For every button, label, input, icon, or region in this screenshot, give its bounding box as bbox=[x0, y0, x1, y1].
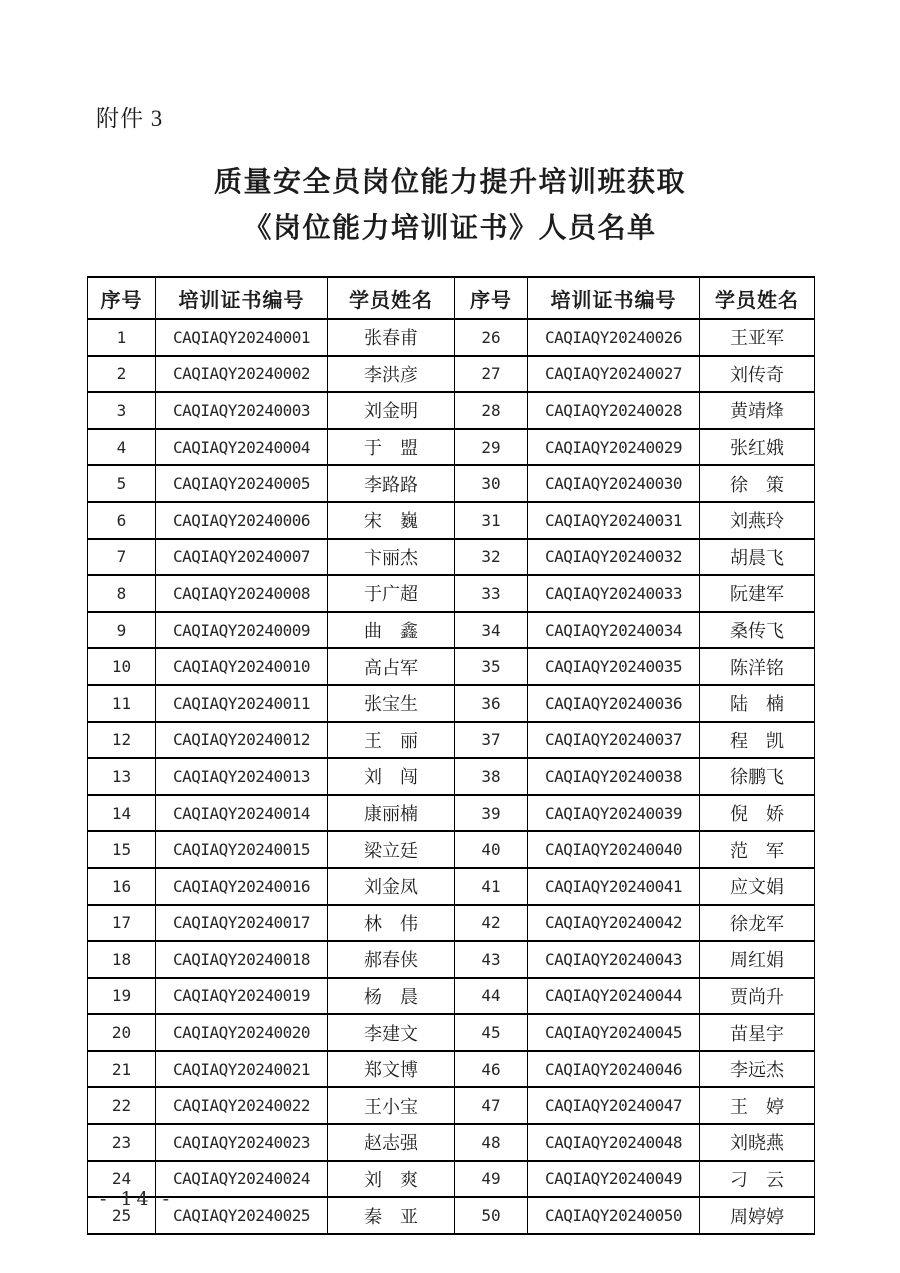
document-title-line1: 质量安全员岗位能力提升培训班获取 bbox=[213, 167, 686, 198]
serial-cell: 40 bbox=[455, 831, 528, 868]
serial-cell: 18 bbox=[88, 941, 156, 978]
student-name-cell: 倪 娇 bbox=[700, 795, 815, 832]
student-name-cell: 黄靖烽 bbox=[700, 392, 815, 429]
student-name-cell: 杨 晨 bbox=[328, 978, 455, 1015]
column-header-serial-left: 序号 bbox=[88, 277, 156, 319]
serial-cell: 7 bbox=[88, 539, 156, 576]
table-row bbox=[88, 1197, 815, 1234]
certificate-number-cell: CAQIAQY20240046 bbox=[528, 1051, 700, 1088]
certificate-number-cell: CAQIAQY20240045 bbox=[528, 1014, 700, 1051]
serial-cell: 26 bbox=[455, 319, 528, 356]
student-name-cell: 范 军 bbox=[700, 831, 815, 868]
student-name-cell: 张红娥 bbox=[700, 429, 815, 466]
certificate-number-cell: CAQIAQY20240012 bbox=[156, 722, 328, 759]
certificate-number-cell: CAQIAQY20240007 bbox=[156, 539, 328, 576]
student-name-cell: 王亚军 bbox=[700, 319, 815, 356]
student-name-cell: 李洪彦 bbox=[328, 356, 455, 393]
table-row bbox=[88, 648, 815, 685]
certificate-roster-table bbox=[87, 276, 815, 1235]
certificate-number-cell: CAQIAQY20240041 bbox=[528, 868, 700, 905]
certificate-number-cell: CAQIAQY20240014 bbox=[156, 795, 328, 832]
table-row bbox=[88, 941, 815, 978]
serial-cell: 44 bbox=[455, 978, 528, 1015]
certificate-number-cell: CAQIAQY20240022 bbox=[156, 1087, 328, 1124]
serial-cell: 24 bbox=[88, 1161, 156, 1198]
serial-cell: 30 bbox=[455, 465, 528, 502]
column-header-name-right: 学员姓名 bbox=[700, 277, 815, 319]
student-name-cell: 曲 鑫 bbox=[328, 612, 455, 649]
certificate-number-cell: CAQIAQY20240043 bbox=[528, 941, 700, 978]
certificate-number-cell: CAQIAQY20240023 bbox=[156, 1124, 328, 1161]
student-name-cell: 张宝生 bbox=[328, 685, 455, 722]
certificate-number-cell: CAQIAQY20240033 bbox=[528, 575, 700, 612]
student-name-cell: 王 婷 bbox=[700, 1087, 815, 1124]
certificate-number-cell: CAQIAQY20240044 bbox=[528, 978, 700, 1015]
certificate-number-cell: CAQIAQY20240027 bbox=[528, 356, 700, 393]
serial-cell: 9 bbox=[88, 612, 156, 649]
student-name-cell: 张春甫 bbox=[328, 319, 455, 356]
serial-cell: 21 bbox=[88, 1051, 156, 1088]
table-row bbox=[88, 356, 815, 393]
student-name-cell: 卞丽杰 bbox=[328, 539, 455, 576]
certificate-number-cell: CAQIAQY20240018 bbox=[156, 941, 328, 978]
table-row bbox=[88, 502, 815, 539]
student-name-cell: 刘 闯 bbox=[328, 758, 455, 795]
certificate-number-cell: CAQIAQY20240016 bbox=[156, 868, 328, 905]
student-name-cell: 李建文 bbox=[328, 1014, 455, 1051]
student-name-cell: 王 丽 bbox=[328, 722, 455, 759]
student-name-cell: 刘晓燕 bbox=[700, 1124, 815, 1161]
serial-cell: 25 bbox=[88, 1197, 156, 1234]
student-name-cell: 梁立廷 bbox=[328, 831, 455, 868]
certificate-number-cell: CAQIAQY20240003 bbox=[156, 392, 328, 429]
serial-cell: 22 bbox=[88, 1087, 156, 1124]
table-row bbox=[88, 392, 815, 429]
student-name-cell: 徐龙军 bbox=[700, 905, 815, 942]
serial-cell: 46 bbox=[455, 1051, 528, 1088]
certificate-number-cell: CAQIAQY20240001 bbox=[156, 319, 328, 356]
serial-cell: 13 bbox=[88, 758, 156, 795]
certificate-number-cell: CAQIAQY20240042 bbox=[528, 905, 700, 942]
serial-cell: 23 bbox=[88, 1124, 156, 1161]
student-name-cell: 刘 爽 bbox=[328, 1161, 455, 1198]
certificate-number-cell: CAQIAQY20240005 bbox=[156, 465, 328, 502]
serial-cell: 12 bbox=[88, 722, 156, 759]
certificate-number-cell: CAQIAQY20240034 bbox=[528, 612, 700, 649]
serial-cell: 15 bbox=[88, 831, 156, 868]
serial-cell: 39 bbox=[455, 795, 528, 832]
serial-cell: 17 bbox=[88, 905, 156, 942]
student-name-cell: 胡晨飞 bbox=[700, 539, 815, 576]
table-row bbox=[88, 1051, 815, 1088]
document-title-line2: 《岗位能力培训证书》人员名单 bbox=[243, 213, 657, 244]
table-row bbox=[88, 429, 815, 466]
serial-cell: 2 bbox=[88, 356, 156, 393]
table-row bbox=[88, 1124, 815, 1161]
table-row bbox=[88, 905, 815, 942]
student-name-cell: 程 凯 bbox=[700, 722, 815, 759]
serial-cell: 49 bbox=[455, 1161, 528, 1198]
serial-cell: 28 bbox=[455, 392, 528, 429]
certificate-number-cell: CAQIAQY20240029 bbox=[528, 429, 700, 466]
student-name-cell: 林 伟 bbox=[328, 905, 455, 942]
serial-cell: 37 bbox=[455, 722, 528, 759]
certificate-number-cell: CAQIAQY20240011 bbox=[156, 685, 328, 722]
student-name-cell: 阮建军 bbox=[700, 575, 815, 612]
table-row bbox=[88, 1161, 815, 1198]
serial-cell: 42 bbox=[455, 905, 528, 942]
certificate-number-cell: CAQIAQY20240032 bbox=[528, 539, 700, 576]
certificate-number-cell: CAQIAQY20240025 bbox=[156, 1197, 328, 1234]
certificate-number-cell: CAQIAQY20240040 bbox=[528, 831, 700, 868]
table-row bbox=[88, 831, 815, 868]
student-name-cell: 贾尚升 bbox=[700, 978, 815, 1015]
table-row bbox=[88, 1087, 815, 1124]
certificate-number-cell: CAQIAQY20240009 bbox=[156, 612, 328, 649]
page-number: - 14 - bbox=[100, 1188, 174, 1210]
student-name-cell: 刁 云 bbox=[700, 1161, 815, 1198]
serial-cell: 34 bbox=[455, 612, 528, 649]
student-name-cell: 陆 楠 bbox=[700, 685, 815, 722]
certificate-number-cell: CAQIAQY20240006 bbox=[156, 502, 328, 539]
table-row bbox=[88, 978, 815, 1015]
serial-cell: 32 bbox=[455, 539, 528, 576]
certificate-number-cell: CAQIAQY20240024 bbox=[156, 1161, 328, 1198]
student-name-cell: 秦 亚 bbox=[328, 1197, 455, 1234]
table-row bbox=[88, 319, 815, 356]
serial-cell: 10 bbox=[88, 648, 156, 685]
serial-cell: 33 bbox=[455, 575, 528, 612]
serial-cell: 1 bbox=[88, 319, 156, 356]
certificate-number-cell: CAQIAQY20240031 bbox=[528, 502, 700, 539]
serial-cell: 3 bbox=[88, 392, 156, 429]
table-body bbox=[88, 319, 815, 1234]
table-row bbox=[88, 1014, 815, 1051]
student-name-cell: 李远杰 bbox=[700, 1051, 815, 1088]
serial-cell: 38 bbox=[455, 758, 528, 795]
serial-cell: 6 bbox=[88, 502, 156, 539]
attachment-label: 附件 3 bbox=[96, 106, 164, 131]
student-name-cell: 王小宝 bbox=[328, 1087, 455, 1124]
serial-cell: 11 bbox=[88, 685, 156, 722]
table-row bbox=[88, 612, 815, 649]
student-name-cell: 于广超 bbox=[328, 575, 455, 612]
certificate-number-cell: CAQIAQY20240038 bbox=[528, 758, 700, 795]
serial-cell: 45 bbox=[455, 1014, 528, 1051]
certificate-number-cell: CAQIAQY20240015 bbox=[156, 831, 328, 868]
certificate-number-cell: CAQIAQY20240010 bbox=[156, 648, 328, 685]
student-name-cell: 刘金凤 bbox=[328, 868, 455, 905]
student-name-cell: 应文娟 bbox=[700, 868, 815, 905]
table-row bbox=[88, 758, 815, 795]
certificate-number-cell: CAQIAQY20240047 bbox=[528, 1087, 700, 1124]
serial-cell: 27 bbox=[455, 356, 528, 393]
student-name-cell: 刘金明 bbox=[328, 392, 455, 429]
certificate-number-cell: CAQIAQY20240017 bbox=[156, 905, 328, 942]
student-name-cell: 郝春侠 bbox=[328, 941, 455, 978]
serial-cell: 16 bbox=[88, 868, 156, 905]
student-name-cell: 于 盟 bbox=[328, 429, 455, 466]
certificate-number-cell: CAQIAQY20240036 bbox=[528, 685, 700, 722]
column-header-certificate-right: 培训证书编号 bbox=[528, 277, 700, 319]
student-name-cell: 刘传奇 bbox=[700, 356, 815, 393]
student-name-cell: 李路路 bbox=[328, 465, 455, 502]
certificate-number-cell: CAQIAQY20240049 bbox=[528, 1161, 700, 1198]
student-name-cell: 高占军 bbox=[328, 648, 455, 685]
student-name-cell: 桑传飞 bbox=[700, 612, 815, 649]
serial-cell: 41 bbox=[455, 868, 528, 905]
certificate-number-cell: CAQIAQY20240021 bbox=[156, 1051, 328, 1088]
serial-cell: 4 bbox=[88, 429, 156, 466]
serial-cell: 43 bbox=[455, 941, 528, 978]
certificate-number-cell: CAQIAQY20240035 bbox=[528, 648, 700, 685]
table-row bbox=[88, 795, 815, 832]
certificate-number-cell: CAQIAQY20240048 bbox=[528, 1124, 700, 1161]
student-name-cell: 郑文博 bbox=[328, 1051, 455, 1088]
certificate-number-cell: CAQIAQY20240026 bbox=[528, 319, 700, 356]
column-header-name-left: 学员姓名 bbox=[328, 277, 455, 319]
certificate-number-cell: CAQIAQY20240028 bbox=[528, 392, 700, 429]
certificate-number-cell: CAQIAQY20240019 bbox=[156, 978, 328, 1015]
table-row bbox=[88, 575, 815, 612]
serial-cell: 19 bbox=[88, 978, 156, 1015]
student-name-cell: 刘燕玲 bbox=[700, 502, 815, 539]
certificate-number-cell: CAQIAQY20240008 bbox=[156, 575, 328, 612]
serial-cell: 35 bbox=[455, 648, 528, 685]
serial-cell: 20 bbox=[88, 1014, 156, 1051]
table-row bbox=[88, 722, 815, 759]
student-name-cell: 宋 巍 bbox=[328, 502, 455, 539]
certificate-number-cell: CAQIAQY20240030 bbox=[528, 465, 700, 502]
student-name-cell: 苗星宇 bbox=[700, 1014, 815, 1051]
table-header-row bbox=[88, 277, 815, 319]
serial-cell: 31 bbox=[455, 502, 528, 539]
serial-cell: 8 bbox=[88, 575, 156, 612]
certificate-number-cell: CAQIAQY20240020 bbox=[156, 1014, 328, 1051]
serial-cell: 50 bbox=[455, 1197, 528, 1234]
serial-cell: 14 bbox=[88, 795, 156, 832]
serial-cell: 29 bbox=[455, 429, 528, 466]
column-header-serial-right: 序号 bbox=[455, 277, 528, 319]
certificate-number-cell: CAQIAQY20240002 bbox=[156, 356, 328, 393]
table-row bbox=[88, 868, 815, 905]
student-name-cell: 徐 策 bbox=[700, 465, 815, 502]
table-row bbox=[88, 539, 815, 576]
table-row bbox=[88, 465, 815, 502]
serial-cell: 5 bbox=[88, 465, 156, 502]
column-header-certificate-left: 培训证书编号 bbox=[156, 277, 328, 319]
serial-cell: 36 bbox=[455, 685, 528, 722]
certificate-number-cell: CAQIAQY20240037 bbox=[528, 722, 700, 759]
student-name-cell: 康丽楠 bbox=[328, 795, 455, 832]
serial-cell: 47 bbox=[455, 1087, 528, 1124]
table-row bbox=[88, 685, 815, 722]
certificate-number-cell: CAQIAQY20240013 bbox=[156, 758, 328, 795]
student-name-cell: 周红娟 bbox=[700, 941, 815, 978]
student-name-cell: 陈洋铭 bbox=[700, 648, 815, 685]
certificate-number-cell: CAQIAQY20240039 bbox=[528, 795, 700, 832]
student-name-cell: 周婷婷 bbox=[700, 1197, 815, 1234]
certificate-number-cell: CAQIAQY20240004 bbox=[156, 429, 328, 466]
student-name-cell: 徐鹏飞 bbox=[700, 758, 815, 795]
certificate-number-cell: CAQIAQY20240050 bbox=[528, 1197, 700, 1234]
student-name-cell: 赵志强 bbox=[328, 1124, 455, 1161]
serial-cell: 48 bbox=[455, 1124, 528, 1161]
